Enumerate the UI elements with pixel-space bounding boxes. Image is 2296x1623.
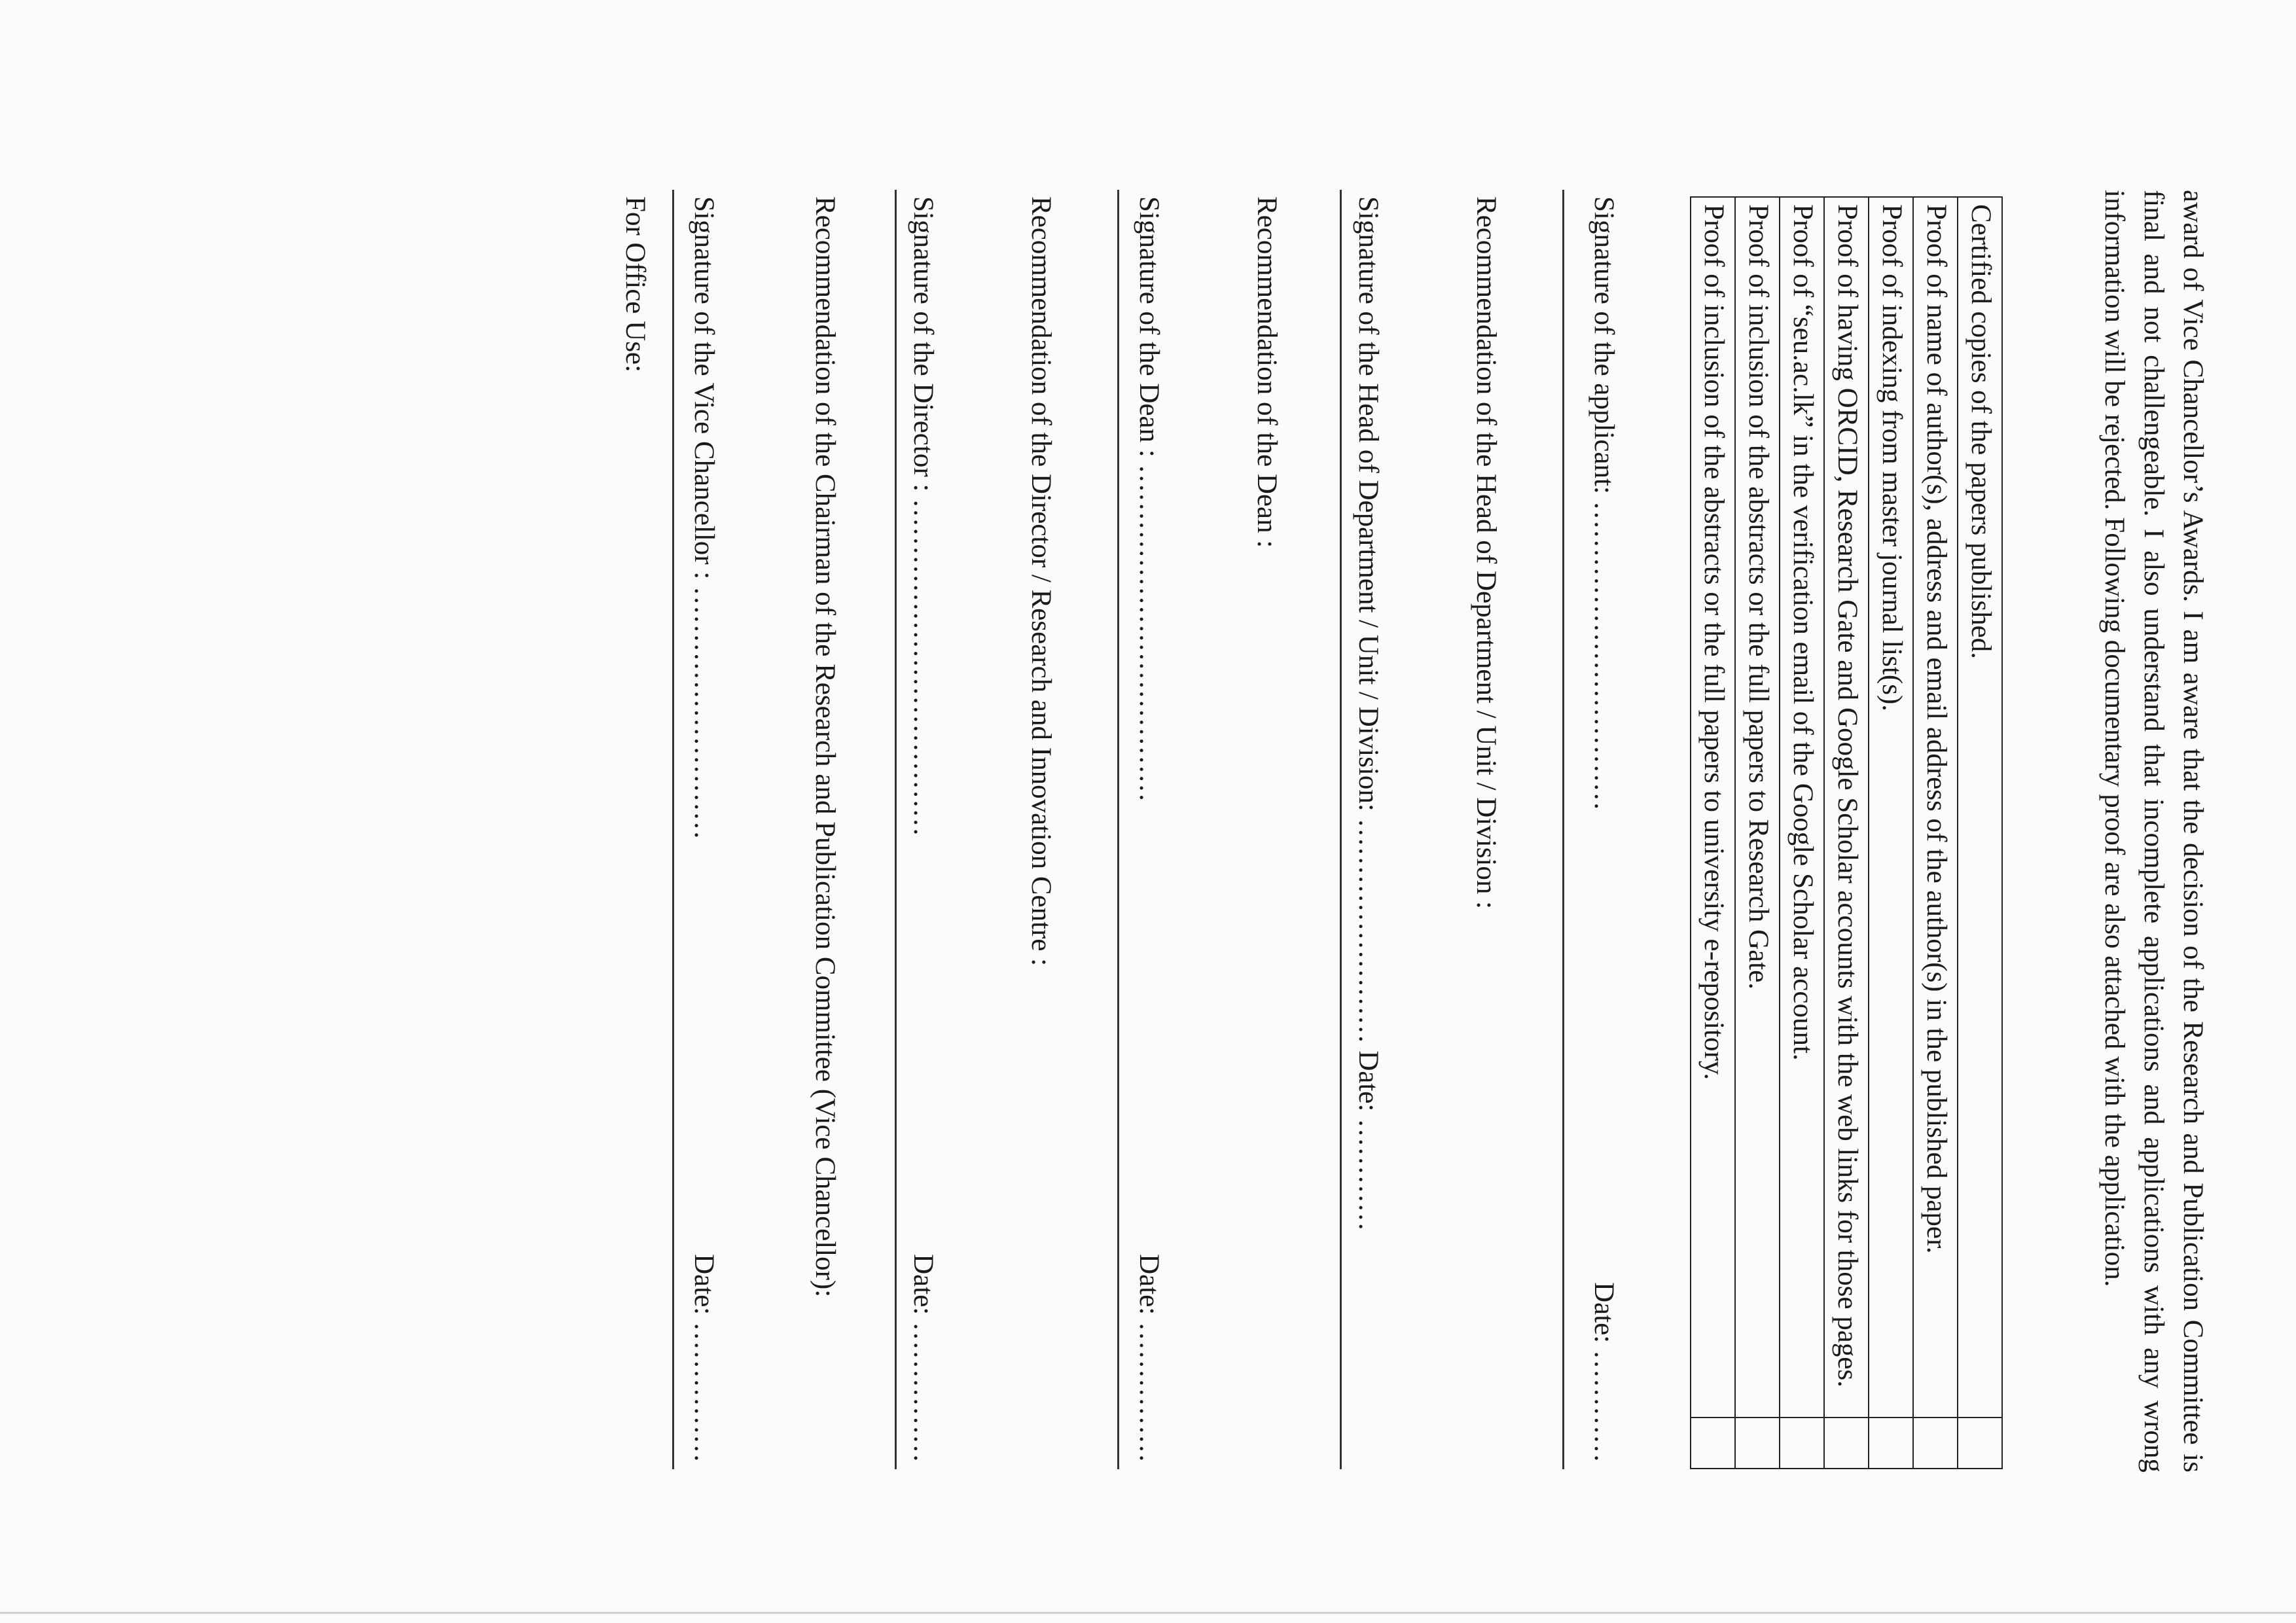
director-date-field[interactable]: Date: ……………	[908, 1254, 939, 1463]
checklist-row	[1913, 197, 1958, 1469]
checklist-tick-box[interactable]	[1824, 1418, 1869, 1469]
checklist-tick-box[interactable]	[1958, 1418, 2002, 1469]
checklist-item-text: Proof of “seu.ac.lk” in the verification email of the Google Scholar account.	[1780, 197, 1824, 1418]
checklist-row	[1691, 197, 1735, 1469]
dean-signature-line	[1126, 196, 1165, 1476]
section-divider	[672, 190, 674, 1469]
vc-signature-field[interactable]: Signature of the Vice Chancellor : ………………………	[689, 196, 719, 840]
checklist-tick-box[interactable]	[1691, 1418, 1735, 1469]
office-use-label: For Office Use:	[620, 196, 651, 373]
section-divider	[1340, 190, 1342, 1469]
checklist-row	[1824, 197, 1869, 1469]
scan-edge-line	[0, 1612, 2296, 1614]
checklist-item-text: Proof of inclusion of the abstracts or the full papers to Research Gate.	[1735, 197, 1780, 1418]
section-divider	[1117, 190, 1119, 1469]
checklist-row	[1958, 197, 2002, 1469]
dean-signature-field[interactable]: Signature of the Dean : ………………………………	[1134, 196, 1164, 802]
director-recommendation-label: Recommendation of the Director / Research and Innovation Centre :	[1026, 196, 1056, 967]
checklist-item-text: Proof of inclusion of the abstracts or the full papers to university e-repository.	[1691, 197, 1735, 1418]
checklist-item-text: Proof of indexing from master journal list(s).	[1869, 197, 1913, 1418]
section-divider	[1562, 190, 1564, 1469]
director-signature-block	[900, 196, 939, 1476]
checklist-tick-box[interactable]	[1913, 1418, 1958, 1469]
applicant-date-field[interactable]: Date: …………	[1588, 1282, 1619, 1463]
vc-date-field[interactable]: Date: ……………	[689, 1254, 719, 1463]
checklist-row	[1735, 197, 1780, 1469]
application-form	[209, 190, 2212, 1551]
checklist-tick-box[interactable]	[1780, 1418, 1824, 1469]
hod-recommendation-label: Recommendation of the Head of Department / Unit / Division :	[1471, 196, 1501, 910]
applicant-signature-line	[1581, 196, 1620, 1476]
chairman-recommendation-label: Recommendation of the Chairman of the Research and Publication Committee (Vice Chancellor):	[810, 196, 840, 1298]
vc-signature-line	[681, 196, 720, 1476]
declaration-paragraph: award of Vice Chancellor’s Awards. I am aware that the decision of the Research and Publication Committee is final and not challengeable. I also understand that incomplete applications and applications with any wrong information will be rejected. Following documentary proof are also attached with the application.	[2099, 190, 2208, 1472]
documents-checklist	[1690, 196, 2003, 1469]
applicant-signature-field[interactable]: Signature of the applicant: ……………………………	[1588, 196, 1619, 811]
checklist-tick-box[interactable]	[1869, 1418, 1913, 1469]
applicant-signature-block	[1581, 196, 1620, 1476]
checklist-tick-box[interactable]	[1735, 1418, 1780, 1469]
director-signature-line	[900, 196, 939, 1476]
dean-recommendation-label: Recommendation of the Dean :	[1251, 196, 1282, 548]
vc-signature-block	[681, 196, 720, 1476]
checklist-item-text: Certified copies of the papers published.	[1958, 197, 2002, 1418]
director-signature-field[interactable]: Signature of the Director : ………………………………	[908, 196, 939, 837]
checklist-item-text: Proof of having ORCID, Research Gate and Google Scholar accounts with the web links for those pages.	[1824, 197, 1869, 1418]
hod-signature-line[interactable]: Signature of the Head of Department / Unit / Division: …………………… Date: …………	[1353, 196, 1384, 1232]
section-divider	[895, 190, 897, 1469]
dean-date-field[interactable]: Date: ……………	[1134, 1254, 1164, 1463]
checklist-item-text: Proof of name of author(s), address and email address of the author(s) in the published paper.	[1913, 197, 1958, 1418]
checklist-row	[1780, 197, 1824, 1469]
checklist-row	[1869, 197, 1913, 1469]
dean-signature-block	[1126, 196, 1165, 1476]
